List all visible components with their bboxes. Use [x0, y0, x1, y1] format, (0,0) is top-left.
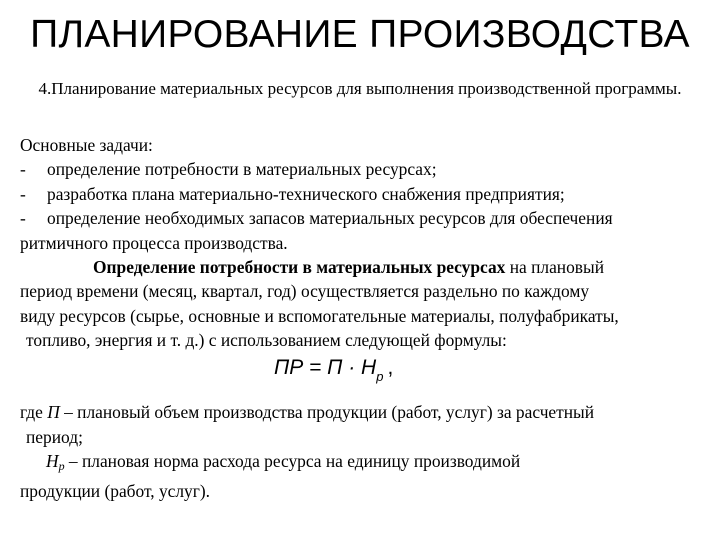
formula-comma: , — [387, 356, 394, 379]
task-item-3 — [20, 206, 715, 230]
definition-symbol-h-sub: р — [58, 459, 65, 473]
definition-prefix: где — [20, 402, 48, 422]
main-text — [20, 133, 715, 353]
formula-main: ПР = П · Н — [274, 356, 377, 379]
slide-title: ПЛАНИРОВАНИЕ ПРОИЗВОДСТВА — [30, 13, 690, 56]
definition-line-2: период; — [26, 426, 83, 447]
bullet-dash: - — [20, 183, 26, 204]
paragraph-line-1 — [20, 255, 715, 279]
definition-line-1 — [20, 400, 715, 425]
paragraph-bold-lead: Определение потребности в материальных ресурсах — [93, 257, 506, 278]
formula — [274, 356, 393, 392]
task-item-2 — [20, 182, 715, 206]
definitions — [20, 400, 715, 503]
definition-line-1-rest: – плановый объем производства продукции (работ, услуг) за расчетный — [59, 402, 595, 422]
paragraph-line-2: период времени (месяц, квартал, год) осуществляется раздельно по каждому — [20, 281, 590, 302]
formula-subscript: р — [376, 369, 384, 384]
bullet-dash: - — [20, 208, 26, 229]
task-item-1 — [20, 157, 715, 181]
task-text: определение необходимых запасов материальных ресурсов для обеспечения — [47, 208, 613, 229]
definition-line-3-rest: – плановая норма расхода ресурса на единицу производимой — [64, 451, 521, 471]
paragraph-line-1-rest: на плановый — [505, 257, 605, 278]
task-item-3-continuation: ритмичного процесса производства. — [20, 232, 288, 253]
paragraph-line-4: топливо, энергия и т. д.) с использованием следующей формулы: — [26, 330, 507, 351]
definition-line-4: продукции (работ, услуг). — [20, 480, 211, 501]
tasks-heading: Основные задачи: — [20, 135, 153, 155]
paragraph-line-3: виду ресурсов (сырье, основные и вспомогательные материалы, полуфабрикаты, — [20, 305, 619, 326]
definition-line-3 — [20, 449, 715, 479]
task-text: разработка плана материально-технического снабжения предприятия; — [47, 183, 565, 204]
definition-symbol-p: П — [47, 402, 60, 422]
bullet-dash: - — [20, 159, 26, 180]
section-subtitle: 4.Планирование материальных ресурсов для выполнения производственной программы. — [38, 79, 682, 98]
definition-symbol-h: Н — [46, 451, 59, 471]
task-text: определение потребности в материальных ресурсах; — [47, 159, 437, 180]
